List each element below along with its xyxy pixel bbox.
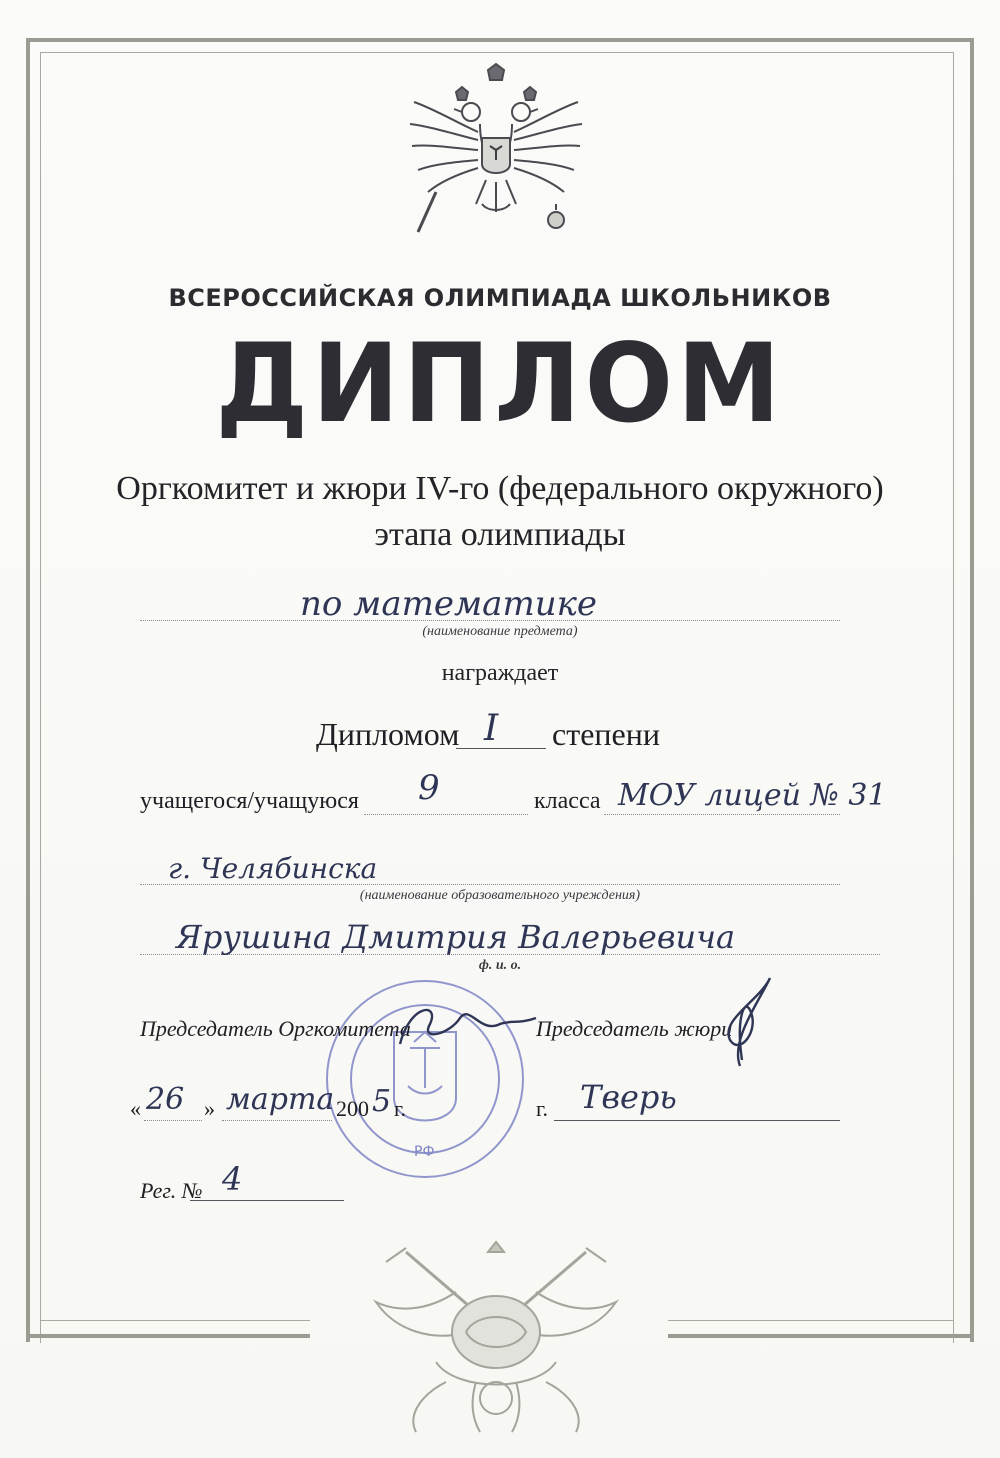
frame-bottom-right-inner	[668, 1320, 954, 1321]
awards-word: награждает	[441, 660, 559, 686]
city-line	[554, 1120, 840, 1121]
coat-of-arms-icon	[396, 62, 596, 252]
full-name-caption: ф. и. о.	[478, 958, 522, 973]
institution-city: г. Челябинска	[168, 852, 378, 885]
month-line	[222, 1120, 332, 1121]
committee-line-2: этапа олимпиады	[374, 516, 626, 553]
registration-label: Рег. №	[140, 1178, 203, 1203]
subject-value: по математике	[300, 584, 598, 624]
chair-org-signature-icon	[380, 994, 540, 1064]
subject-caption: (наименование предмета)	[422, 624, 578, 639]
degree-line	[456, 748, 546, 749]
school-line	[604, 814, 840, 815]
date-year-suffix: г.	[394, 1096, 407, 1121]
city-value: Тверь	[580, 1078, 677, 1116]
institution-caption: (наименование образовательного учреждения)	[359, 888, 641, 903]
class-label: класса	[534, 788, 601, 814]
degree-prefix: Дипломом	[316, 716, 460, 752]
date-day: 26	[146, 1082, 185, 1117]
chair-org-label: Председатель Оргкомитета	[140, 1016, 411, 1041]
city-label: г.	[536, 1096, 549, 1121]
registration-line	[190, 1200, 344, 1201]
chair-jury-signature-icon	[700, 970, 790, 1070]
frame-bottom-left	[26, 1334, 310, 1338]
degree-value: I	[484, 708, 499, 749]
page-title: ДИПЛОМ	[215, 318, 785, 448]
heraldic-ornament-icon	[346, 1222, 646, 1438]
date-year-prefix: 200	[336, 1096, 369, 1121]
registration-value: 4	[222, 1160, 243, 1198]
date-month: марта	[226, 1082, 335, 1117]
chair-jury-label: Председатель жюри	[536, 1016, 733, 1041]
date-close-quote: »	[204, 1096, 215, 1121]
day-line	[144, 1120, 202, 1121]
committee-line-1: Оргкомитет и жюри IV-го (федерального окружного)	[116, 470, 884, 507]
student-label: учащегося/учащуюся	[140, 788, 359, 814]
date-open-quote: «	[130, 1096, 141, 1121]
grade-value: 9	[418, 768, 440, 808]
date-year-digit: 5	[372, 1084, 392, 1119]
olympiad-name: ВСЕРОССИЙСКАЯ ОЛИМПИАДА ШКОЛЬНИКОВ	[168, 284, 832, 312]
degree-suffix: степени	[552, 716, 660, 752]
frame-bottom-left-inner	[40, 1320, 310, 1321]
full-name-value: Ярушина Дмитрия Валерьевича	[176, 918, 736, 956]
stamp-text: РФ	[414, 1144, 435, 1160]
grade-line	[364, 814, 528, 815]
frame-bottom-right	[668, 1334, 970, 1338]
school-value: МОУ лицей № 31	[618, 778, 887, 813]
